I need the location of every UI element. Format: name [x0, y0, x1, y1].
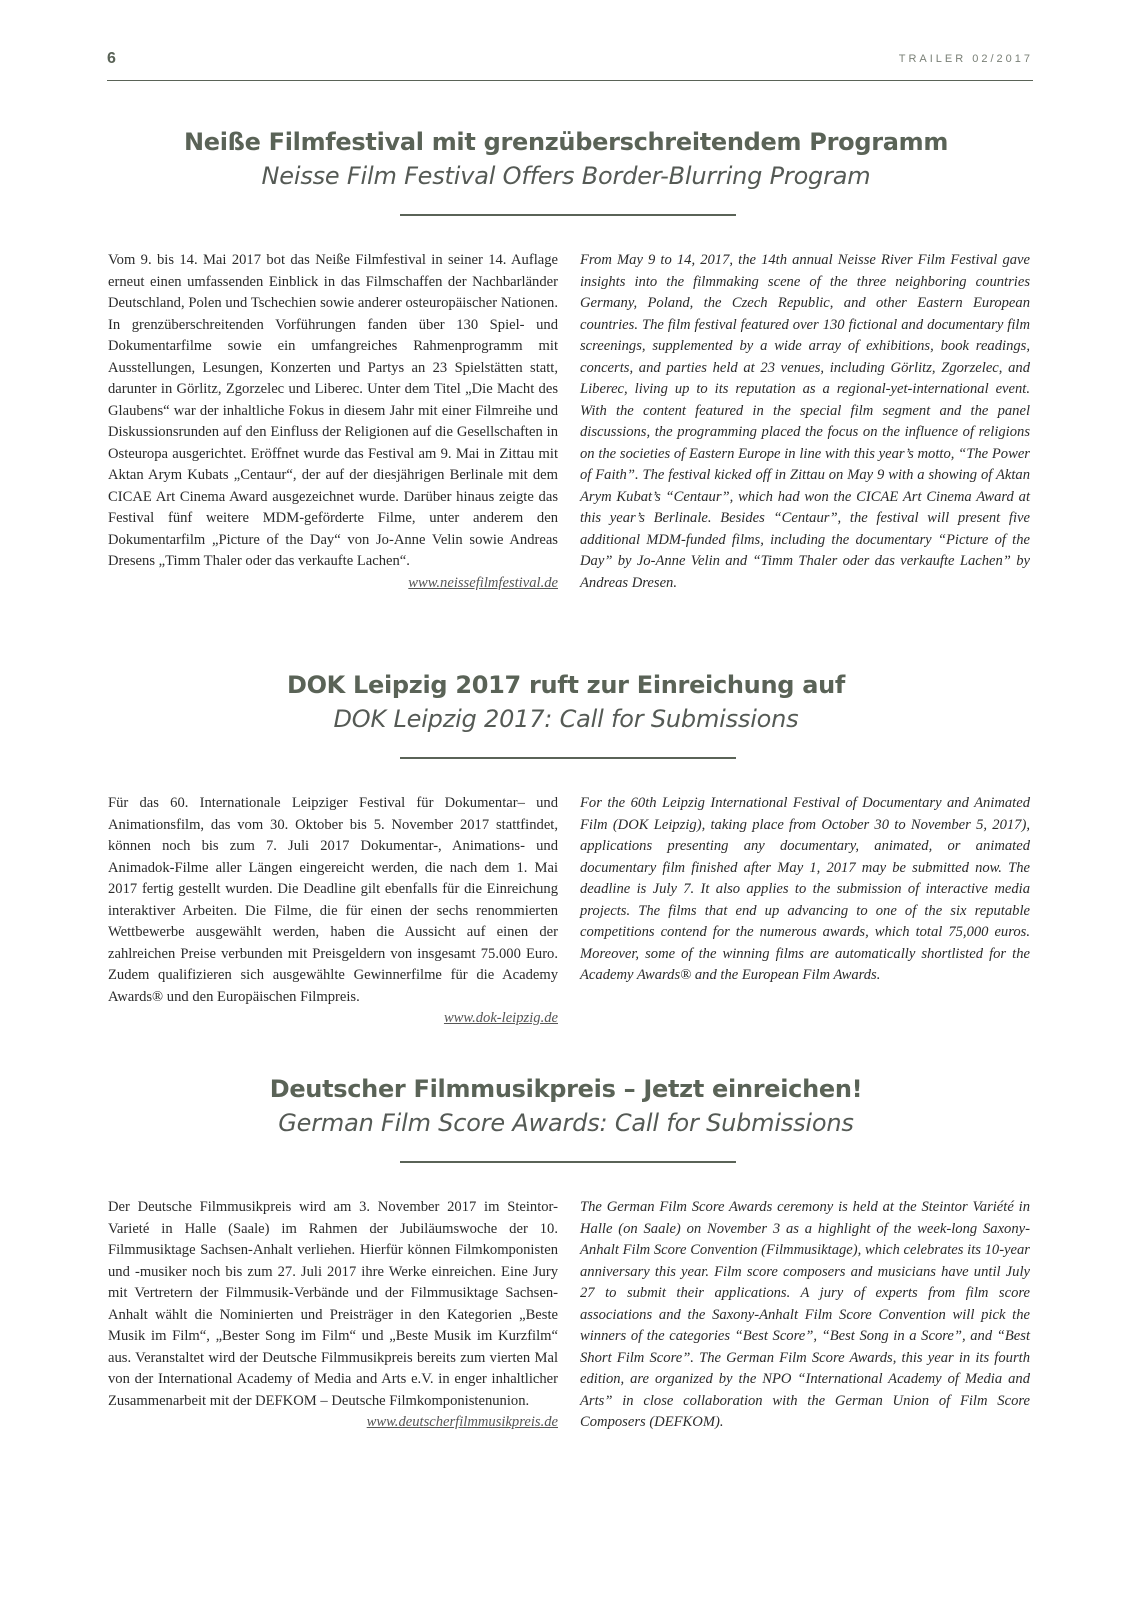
article-body-de: [108, 250, 558, 594]
article-body-en: For the 60th Leipzig International Festival of Documentary and Animated Film (DOK Leipzig), taking place from October 30 to November 5, 2017), applications presenting any documentary, animated, or animated documentary film finished after May 1, 2017 may be submitted now. The deadline is July 7. It also applies to the submission of interactive media projects. The films that end up advancing to one of the six reputable competitions contend for the numerous awards, which total 75,000 euros. Moreover, some of the winning films are automatically shortlisted for the Academy Awards® and the European Film Awards.: [580, 795, 1030, 983]
article-body-en: The German Film Score Awards ceremony is held at the Steintor Variété in Halle (on Saale) on November 3 as a highlight of the week-long Saxony-Anhalt Film Score Convention (Filmmusiktage), which celebrates its 10-year anniversary this year. Film score composers and musicians have until July 27 to submit their applications. A jury of experts from film score associations and the Saxony-Anhalt Film Score Convention will pick the winners of the categories “Best Score”, “Best Song in a Score”, and “Best Short Film Score”. The German Film Score Awards, this year in its fourth edition, are organized by the NPO “International Academy of Media and Arts” in close collaboration with the German Union of Film Score Composers (DEFKOM).: [580, 1199, 1030, 1430]
article-title-en: DOK Leipzig 2017: Call for Submissions: [333, 705, 799, 733]
issue-label: TRAILER 02/2017: [898, 53, 1033, 65]
article-link[interactable]: www.neissefilmfestival.de: [408, 574, 558, 591]
article-title-de: Deutscher Filmmusikpreis – Jetzt einreichen!: [269, 1075, 863, 1103]
title-divider: [400, 214, 736, 216]
header-divider: [107, 80, 1033, 81]
article-link[interactable]: www.deutscherfilmmusikpreis.de: [366, 1414, 558, 1430]
article-body-de: [108, 793, 558, 1030]
article-body-de: [108, 1197, 558, 1434]
body-text-de: Vom 9. bis 14. Mai 2017 bot das Neiße Filmfestival in seiner 14. Auflage erneut einen umfassenden Einblick in das Filmschaffen der Nachbarländer Deutschland, Polen und Tschechien sowie anderer osteuropäischer Nationen. In grenzüberschreitenden Vorführungen fanden über 130 Spiel- und Dokumentarfilme sowie ein umfangreiches Rahmenprogramm mit Ausstellungen, Lesungen, Konzerten und Partys an 23 Spielstätten statt, darunter in Görlitz, Zgorzelec und Liberec. Unter dem Titel „Die Macht des Glaubens“ war der inhaltliche Fokus in diesem Jahr mit einer Filmreihe und Diskussionsrunden auf den Einfluss der Religionen auf die Gesellschaften in Osteuropa ausgerichtet. Eröffnet wurde das Festival am 9. Mai in Zittau mit Aktan Arym Kubats „Centaur“, der auf der diesjährigen Berlinale mit dem CICAE Art Cinema Award ausgezeichnet wurde. Darüber hinaus zeigte das Festival fünf weitere MDM-geförderte Filme, unter anderem den Dokumentarfilm „Picture of the Day“ von Jo-Anne Velin sowie Andreas Dresens „Timm Thaler oder das verkaufte Lachen“.: [108, 252, 558, 569]
body-text-de: Für das 60. Internationale Leipziger Festival für Dokumentar– und Animationsfilm, das vom 30. Oktober bis 5. November 2017 stattfindet, können noch bis zum 7. Juli 2017 Dokumentar-, Animations- und Animadok-Filme aller Längen eingereicht werden, die nach dem 1. Mai 2017 fertig gestellt wurden. Die Deadline gilt ebenfalls für die Einreichung interaktiver Arbeiten. Die Filme, die für einen der sechs renommierten Wettbewerbe ausgewählt werden, haben die Aussicht auf einen der zahlreichen Preise verbunden mit Preisgeldern von insgesamt 75.000 Euro. Zudem qualifizieren sich ausgewählte Gewinnerfilme für die Academy Awards® und den Europäischen Filmpreis.: [108, 795, 558, 1005]
article-title-en: German Film Score Awards: Call for Submissions: [278, 1109, 854, 1137]
article-body-en: From May 9 to 14, 2017, the 14th annual Neisse River Film Festival gave insights into the filmmaking scene of the three neighboring countries Germany, Poland, the Czech Republic, and other Eastern European countries. The film festival featured over 130 fictional and documentary film screenings, supplemented by a wide array of exhibitions, book readings, concerts, and parties held at 23 venues, including Görlitz, Zgorzelec, and Liberec, living up to its reputation as a regional-yet-international event. With the content featured in the special film segment and the panel discussions, the programming placed the focus on the influence of religions on the societies of Eastern Europe in line with this year’s motto, “The Power of Faith”. The festival kicked off in Zittau on May 9 with a showing of Aktan Arym Kubat’s “Centaur”, which had won the CICAE Art Cinema Award at this year’s Berlinale. Besides “Centaur”, the festival will present five additional MDM-funded films, including the documentary “Picture of the Day” by Jo-Anne Velin and “Timm Thaler oder das verkaufte Lachen” by Andreas Dresen.: [580, 252, 1030, 591]
title-divider: [400, 757, 736, 759]
page-number: 6: [107, 50, 116, 67]
title-divider: [400, 1161, 736, 1163]
article-link[interactable]: www.dok-leipzig.de: [443, 1010, 558, 1026]
article-title-de: DOK Leipzig 2017 ruft zur Einreichung auf: [286, 671, 846, 699]
body-text-de: Der Deutsche Filmmusikpreis wird am 3. November 2017 im Steintor-Varieté in Halle (Saale) im Rahmen der Jubiläumswoche der 10. Filmmusiktage Sachsen-Anhalt verliehen. Hierfür können Filmkomponisten und -musiker noch bis zum 27. Juli 2017 ihre Werke einreichen. Eine Jury mit Vertretern der Filmmusik-Verbände und der Filmmusiktage Sachsen-Anhalt wählt die Nominierten und Preisträger in den Kategorien „Beste Musik im Film“, „Bester Song im Film“ und „Beste Musik im Kurzfilm“ aus. Veranstaltet wird der Deutsche Filmmusikpreis bereits zum vierten Mal von der International Academy of Media and Arts e.V. in enger inhaltlicher Zusammenarbeit mit der DEFKOM – Deutsche Filmkomponistenunion.: [108, 1199, 558, 1409]
page-header: [107, 50, 1033, 80]
article-title-de: Neiße Filmfestival mit grenzüberschreitendem Programm: [183, 128, 949, 156]
article-title-en: Neisse Film Festival Offers Border-Blurring Program: [261, 162, 871, 190]
